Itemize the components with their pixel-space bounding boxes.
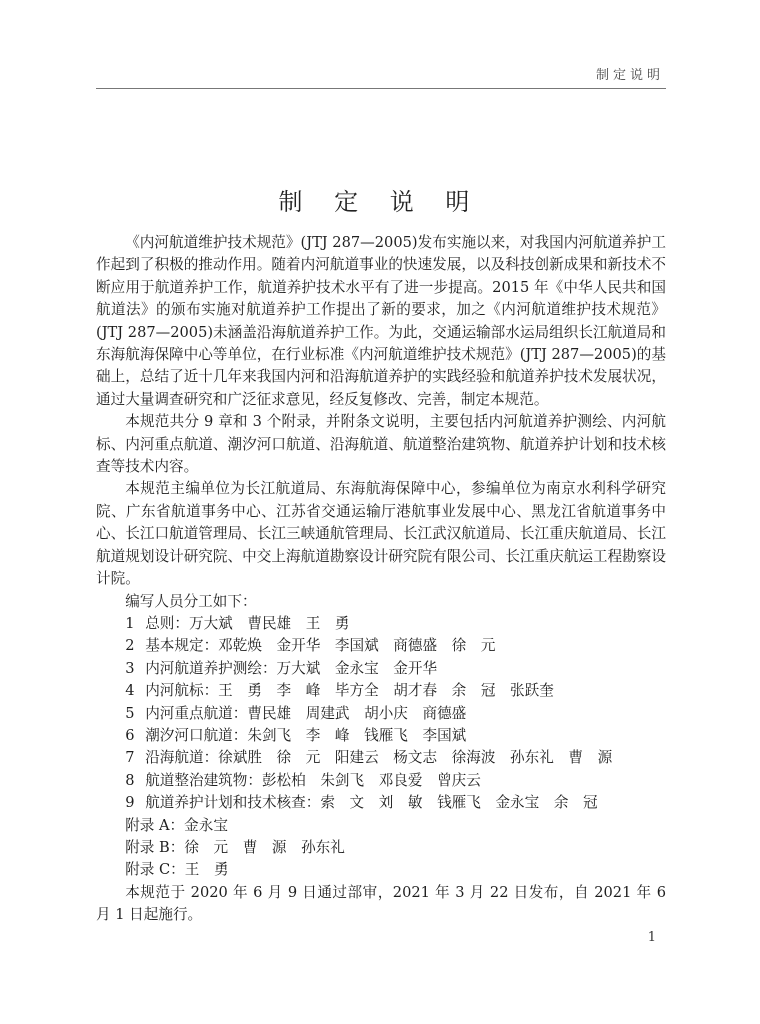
document-body [96,232,666,927]
closing-statement: 本规范于 2020 年 6 月 9 日通过部审，2021 年 3 月 22 日发布，自 2021 年 6 月 1 日起施行。 [96,883,666,924]
list-item: 4 内河航标：王 勇 李 峰 毕方全 胡才春 余 冠 张跃奎 [125,682,554,700]
paragraph-units: 本规范主编单位为长江航道局、东海航海保障中心，参编单位为南京水利科学研究院、广东省航道事务中心、江苏省交通运输厅港航事业发展中心、黑龙江省航道事务中心、长江口航道管理局、长江三峡通航管理局、长江武汉航道局、长江重庆航道局、长江航道规划设计研究院、中交上海航道勘察设计研究院有限公司、长江重庆航运工程勘察设计院。 [96,480,666,588]
list-item: 7 沿海航道：徐斌胜 徐 元 阳建云 杨文志 徐海波 孙东礼 曹 源 [125,749,613,767]
list-item: 3 内河航道养护测绘：万大斌 金永宝 金开华 [125,659,438,677]
appendix-a: 附录 A：金永宝 [125,816,228,834]
appendix-b: 附录 B：徐 元 曹 源 孙东礼 [125,838,345,856]
header-rule [96,88,666,89]
list-item: 6 潮汐河口航道：朱剑飞 李 峰 钱雁飞 李国斌 [125,726,467,744]
list-item: 9 航道养护计划和技术核查：索 文 刘 敏 钱雁飞 金永宝 余 冠 [125,794,598,812]
list-item: 2 基本规定：邓乾焕 金开华 李国斌 商德盛 徐 元 [125,637,496,655]
list-item: 5 内河重点航道：曹民雄 周建武 胡小庆 商德盛 [125,704,467,722]
page-number: 1 [647,930,656,945]
paragraph-scope: 本规范共分 9 章和 3 个附录，并附条文说明，主要包括内河航道养护测绘、内河航标、内河重点航道、潮汐河口航道、沿海航道、航道整治建筑物、航道养护计划和技术核查等技术内容。 [96,413,666,476]
staff-intro: 编写人员分工如下： [125,592,257,610]
list-item: 8 航道整治建筑物：彭松柏 朱剑飞 邓良爱 曾庆云 [125,771,481,789]
chapter-author-list [96,613,666,815]
appendix-c: 附录 C：王 勇 [125,861,229,879]
page-title: 制 定 说 明 [278,188,482,216]
list-item: 1 总则：万大斌 曹民雄 王 勇 [125,614,350,632]
paragraph-background: 《内河航道维护技术规范》(JTJ 287—2005)发布实施以来，对我国内河航道养护工作起到了积极的推动作用。随着内河航道事业的快速发展，以及科技创新成果和新技术不断应用于航道养护工作，航道养护技术水平有了进一步提高。2015 年《中华人民共和国航道法》的颁布实施对航道养护工作提出了新的要求，加之《内河航道维护技术规范》(JTJ 287—2005)未涵盖沿海航道养护工作。为此，交通运输部水运局组织长江航道局和东海航海保障中心等单位，在行业标准《内河航道维护技术规范》(JTJ 287—2005)的基础上，总结了近十几年来我国内河和沿海航道养护的实践经验和航道养护技术发展状况，通过大量调查研究和广泛征求意见，经反复修改、完善，制定本规范。 [96,234,666,408]
running-head: 制定说明 [595,68,664,83]
